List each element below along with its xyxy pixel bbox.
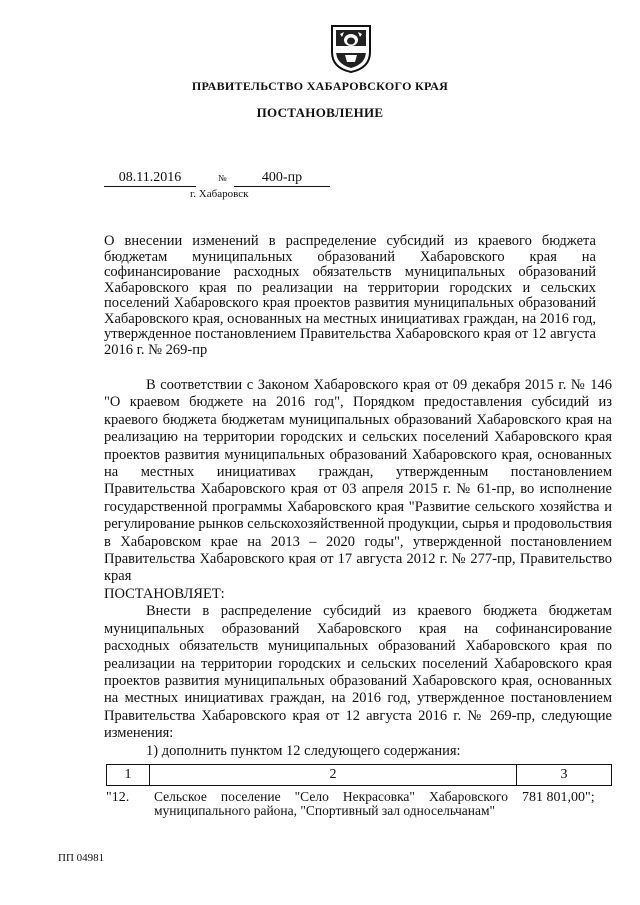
- paragraph-amendment: Внести в распределение субсидий из краевого бюджета бюджетам муниципальных образований Хабаровского края на софинансирование расходных обязательств муниципальных образований Хабаровского края по реализации на территории городских и сельских поселений Хабаровского края проектов развития муниципальных образований Хабаровского края, основанных на местных инициативах граждан, на 2016 год, утвержденное постановлением Правительства Хабаровского края от 12 августа 2016 г. № 269-пр, следующие изменения:: [104, 603, 612, 742]
- document-body: [104, 377, 612, 760]
- decree-word: ПОСТАНОВЛЯЕТ:: [104, 585, 225, 602]
- coat-of-arms-icon: [328, 22, 374, 74]
- document-date: 08.11.2016: [104, 169, 196, 187]
- table-header-cell: 1: [124, 767, 132, 782]
- table-header: [106, 764, 612, 786]
- table-header-cell: 2: [149, 765, 517, 785]
- city: г. Хабаровск: [190, 188, 249, 200]
- distribution-table: [106, 764, 612, 818]
- document-code: ПП 04981: [58, 852, 105, 864]
- row-value: 781 801,00";: [522, 790, 595, 805]
- paragraph-preamble: В соответствии с Законом Хабаровского края от 09 декабря 2015 г. № 146 "О краевом бюджете на 2016 год", Порядком предоставления субсидий из краевого бюджета бюджетам муниципальных образований Хабаровского края на реализацию на территории городских и сельских поселений Хабаровского края проектов развития муниципальных образований Хабаровского края, основанных на местных инициативах граждан, утвержденным постановлением Правительства Хабаровского края от 03 апреля 2015 г. № 61-пр, во исполнение государственной программы Хабаровского края "Развитие сельского хозяйства и регулирование рынков сельскохозяйственной продукции, сырья и продовольствия в Хабаровском крае на 2013 – 2020 годы", утвержденной постановлением Правительства Хабаровского края от 17 августа 2012 г. № 277-пр, Правительство края: [104, 377, 612, 585]
- document-caption: О внесении изменений в распределение субсидий из краевого бюджета бюджетам муниципальных образований Хабаровского края на софинансирование расходных обязательств муниципальных образований Хабаровского края по реализации на территории городских и сельских поселений Хабаровского края проектов развития муниципальных образований Хабаровского края, основанных на местных инициативах граждан, на 2016 год, утвержденное постановлением Правительства Хабаровского края от 12 августа 2016 г. № 269-пр: [104, 233, 596, 358]
- number-sign: №: [218, 173, 227, 183]
- row-number: "12.: [106, 790, 130, 805]
- document-number: 400-пр: [234, 169, 330, 187]
- table-row: [106, 790, 612, 818]
- government-name: ПРАВИТЕЛЬСТВО ХАБАРОВСКОГО КРАЯ: [191, 79, 449, 93]
- document-type: ПОСТАНОВЛЕНИЕ: [256, 105, 384, 120]
- row-text: Сельское поселение "Село Некрасовка" Хабаровского муниципального района, "Спортивный зал односельчанам": [154, 789, 508, 818]
- table-header-cell: 3: [560, 767, 568, 782]
- paragraph-item: 1) дополнить пунктом 12 следующего содержания:: [146, 742, 461, 759]
